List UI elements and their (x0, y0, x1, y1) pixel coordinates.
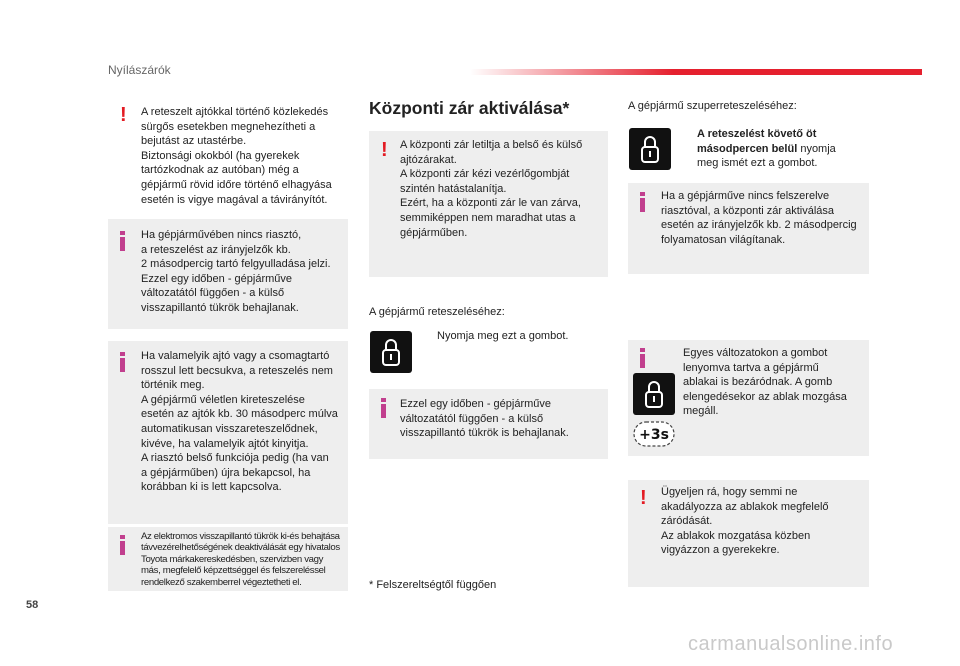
left-warning-text: A reteszelt ajtókkal történő közlekedés sürgős esetekben megnehezítheti a bejutást az utastérbe. Biztonsági okokból (ha gyerekek tartózkodnak az autóban) még a gépjármű rövid időre történő elhagyása esetén is vigye magával a távirányítót. (141, 106, 332, 206)
middle-info-box (369, 389, 608, 459)
left-info-text-2: Ha valamelyik ajtó vagy a csomagtartó rosszul lett becsukva, a reteszelés nem történik meg. A gépjármű véletlen kireteszelése esetén az ajtók kb. 30 másodperc múlva automatikusan visszareteszelődnek, kivéve, ha valamelyik ajtót kinyitja. A riasztó belső funkciója pedig (ha van a gépjárműben) újra bekapcsol, ha korábban ki is lett kapcsolva. (141, 350, 338, 494)
warning-icon: ! (640, 487, 647, 509)
lock-step: Nyomja meg ezt a gombot. (437, 330, 569, 342)
lock-button[interactable] (633, 373, 675, 415)
lock-icon (370, 331, 412, 373)
left-warning-box (108, 97, 348, 216)
middle-warning-box (369, 131, 608, 277)
section-heading: Központi zár aktiválása* (369, 98, 570, 118)
left-info-box-3 (108, 527, 348, 591)
deadlock-step: A reteszelést követő öt másodpercen belül nyomja meg ismét ezt a gombot. (697, 128, 836, 170)
hold-3s-icon (633, 421, 675, 447)
info-icon (120, 231, 125, 251)
left-info-box-2 (108, 341, 348, 524)
right-info-text-2: Egyes változatokon a gombot lenyomva tartva a gépjármű ablakai is bezáródnak. A gomb elengedésekor az ablak mozgása megáll. (683, 347, 847, 418)
hold-label: +3s (639, 427, 669, 443)
middle-info-text: Ezzel egy időben - gépjárműve változatától függően - a külső visszapillantó tükrök is behajlanak. (400, 398, 569, 440)
left-info-text-3: Az elektromos visszapillantó tükrök ki-és behajtása távvezérelhetőségének deaktiválását egy hivatalos Toyota márkakereskedésben, szervizben vagy más, megfelelő képzettséggel és felszereléssel rendelkező szakemberrel végeztetheti el. (141, 531, 340, 588)
info-icon (640, 348, 645, 368)
lock-icon (629, 128, 671, 170)
watermark: carmanualsonline.info (688, 633, 894, 655)
lock-button[interactable] (629, 128, 671, 170)
warning-icon: ! (381, 139, 388, 161)
info-icon (120, 535, 125, 555)
section-title: Nyílászárók (108, 63, 171, 77)
right-info-box-1 (628, 183, 869, 274)
lock-icon (633, 373, 675, 415)
info-icon (381, 398, 386, 418)
left-info-text-1: Ha gépjárművében nincs riasztó, a reteszelést az irányjelzők kb. 2 másodpercig tartó felgyulladása jelzi. Ezzel egy időben - gépjárműve változatától függően - a külső visszapillantó tükrök behajlanak. (141, 229, 331, 314)
right-warning-text: Ügyeljen rá, hogy semmi ne akadályozza az ablakok megfelelő záródását. Az ablakok mozgatása közben vigyázzon a gyerekekre. (661, 486, 829, 557)
footnote: * Felszereltségtől függően (369, 579, 497, 591)
lock-button[interactable] (370, 331, 412, 373)
deadlock-heading: A gépjármű szuperreteszeléséhez: (628, 100, 797, 112)
lock-heading: A gépjármű reteszeléséhez: (369, 306, 505, 318)
middle-warning-text: A központi zár letiltja a belső és külső ajtózárakat. A központi zár kézi vezérlőgombját szintén hatástalanítja. Ezért, ha a központi zár le van zárva, semmiképpen nem maradhat utas a gépjárműben. (400, 139, 583, 239)
right-warning-box (628, 480, 869, 587)
page-number: 58 (26, 599, 39, 611)
right-info-text-1: Ha a gépjárműve nincs felszerelve riasztóval, a központi zár aktiválása esetén az irányjelzők kb. 2 másodpercig folyamatosan világítanak. (661, 190, 857, 246)
info-icon (120, 352, 125, 372)
header-rule (470, 69, 922, 75)
left-info-box-1 (108, 219, 348, 329)
info-icon (640, 192, 645, 212)
warning-icon: ! (120, 104, 127, 126)
